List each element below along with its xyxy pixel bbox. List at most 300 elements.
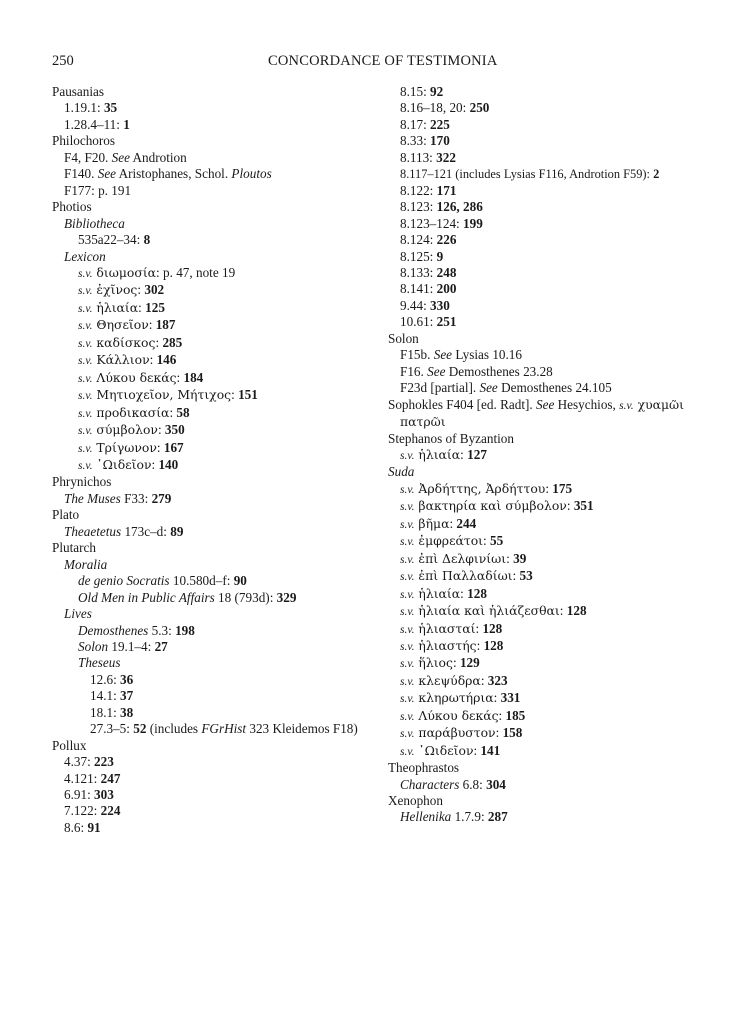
- entry-text: Photios: [52, 199, 92, 215]
- entry-text: Demosthenes 23.28: [445, 363, 553, 379]
- page-reference: 184: [183, 369, 204, 385]
- entry-text: Demosthenes: [78, 622, 149, 638]
- index-entry: [52, 705, 382, 721]
- entry-text: :: [155, 334, 163, 350]
- index-entry: [52, 721, 382, 737]
- page-reference: 331: [500, 690, 521, 706]
- page-reference: 251: [436, 314, 457, 330]
- entry-text: 18.1:: [90, 704, 121, 720]
- index-entry: [52, 639, 382, 655]
- page-reference: 303: [94, 787, 114, 803]
- entry-text: :: [498, 707, 506, 723]
- greek-lemma: ἐπὶ Δελφινίωι: [414, 550, 507, 566]
- entry-text: Philochoros: [52, 133, 116, 149]
- entry-text: :: [460, 446, 468, 462]
- entry-text: Sophokles F404 [ed. Radt].: [388, 396, 536, 412]
- entry-text: Theseus: [78, 655, 121, 671]
- index-heading: [52, 507, 382, 523]
- greek-lemma: προδικασία: [92, 404, 170, 420]
- index-entry: [388, 199, 728, 215]
- index-entry: [52, 820, 382, 836]
- index-entry: [388, 281, 728, 297]
- entry-text: 8.15:: [400, 84, 431, 99]
- entry-text: Characters: [400, 776, 460, 792]
- index-entry: [52, 524, 382, 540]
- entry-text: 535a22–34:: [78, 232, 144, 248]
- entry-text: Suda: [388, 464, 415, 480]
- entry-text: : p. 47, note 19: [156, 264, 236, 280]
- sub-verbo-abbrev: s.v.: [78, 390, 93, 403]
- index-entry: [52, 335, 382, 352]
- index-entry: [52, 216, 382, 232]
- entry-text: FGrHist: [201, 721, 247, 737]
- index-entry: [52, 183, 382, 199]
- index-entry: [388, 638, 728, 655]
- index-entry: [388, 708, 728, 725]
- entry-text: Solon: [78, 638, 109, 654]
- index-entry: [388, 809, 728, 825]
- entry-text: See: [433, 347, 453, 363]
- index-entry: [52, 623, 382, 639]
- sub-verbo-abbrev: s.v.: [400, 449, 415, 462]
- entry-text: 9.44:: [400, 297, 431, 313]
- entry-text: de genio Socratis: [78, 573, 170, 589]
- entry-text: Old Men in Public Affairs: [78, 589, 215, 605]
- entry-text: Plato: [52, 507, 80, 523]
- page-reference: 128: [483, 637, 504, 653]
- entry-text: :: [473, 742, 481, 758]
- greek-lemma: ἡλιασταί: [414, 620, 476, 636]
- page-reference: 199: [463, 215, 483, 231]
- entry-text: 14.1:: [90, 688, 121, 704]
- greek-lemma: Ἀρδήττης, Ἀρδήττου: [414, 480, 546, 496]
- greek-lemma: Μητιοχεῖον, Μήτιχος: [92, 387, 232, 403]
- entry-text: Theaetetus: [64, 523, 122, 539]
- page-reference: 151: [238, 387, 258, 403]
- entry-text: 8.117–121 (includes Lysias F116, Androtion F59):: [400, 167, 654, 182]
- index-entry: [388, 249, 728, 265]
- left-index-column: [52, 84, 382, 836]
- entry-text: :: [545, 480, 553, 496]
- entry-text: 8.141:: [400, 281, 437, 297]
- greek-lemma: Τρίγωνον: [92, 439, 157, 455]
- page-reference: 175: [552, 480, 573, 496]
- entry-text: :: [148, 317, 156, 333]
- entry-text: 8.122:: [400, 182, 437, 198]
- page-reference: 329: [276, 589, 297, 605]
- index-entry: [388, 533, 728, 550]
- page-reference: 158: [502, 725, 523, 741]
- entry-text: 8.113:: [400, 149, 437, 165]
- index-entry: [388, 498, 728, 515]
- greek-lemma: ἡλιαία: [414, 446, 461, 462]
- greek-lemma: καδίσκος: [92, 334, 156, 350]
- index-entry: [388, 690, 728, 707]
- entry-text: 1.28.4–11:: [64, 116, 124, 132]
- page-reference: 90: [233, 573, 247, 589]
- entry-text: Hellenika: [400, 809, 452, 825]
- entry-text: F23d [partial].: [400, 380, 480, 396]
- page-reference: 171: [436, 182, 457, 198]
- entry-text: Lysias 10.16: [452, 347, 522, 363]
- page-reference: 247: [100, 770, 121, 786]
- entry-text: 27.3–5:: [90, 721, 134, 737]
- entry-text: Androtion: [129, 149, 187, 165]
- page-reference: 141: [480, 742, 501, 758]
- sub-verbo-abbrev: s.v.: [78, 407, 93, 420]
- greek-lemma: χυαμῶι: [633, 396, 685, 412]
- page-reference: 128: [482, 620, 503, 636]
- index-entry: [52, 370, 382, 387]
- right-index-column: [388, 84, 728, 826]
- entry-text: :: [512, 568, 520, 584]
- entry-text: :: [231, 387, 239, 403]
- index-entry: [388, 380, 728, 396]
- index-entry: [388, 216, 728, 232]
- sub-verbo-abbrev: s.v.: [78, 442, 93, 455]
- page-reference: 170: [430, 133, 450, 149]
- index-entry: [52, 672, 382, 688]
- greek-lemma: ἡλιαία: [92, 299, 139, 315]
- index-entry: [388, 117, 728, 133]
- entry-text: Moralia: [64, 556, 108, 572]
- index-heading: [388, 760, 728, 776]
- page-reference: 126, 286: [436, 199, 483, 215]
- page-reference: 248: [436, 264, 457, 280]
- page-reference: 224: [100, 803, 121, 819]
- index-entry: [388, 725, 728, 742]
- page-reference: 302: [144, 282, 165, 298]
- index-entry: [52, 754, 382, 770]
- entry-text: Pausanias: [52, 84, 105, 99]
- page-reference: 27: [154, 638, 168, 654]
- entry-text: 8.6:: [64, 819, 88, 835]
- greek-lemma: ἥλιος: [414, 655, 453, 671]
- greek-lemma: ἐπὶ Παλλαδίωι: [414, 568, 513, 584]
- entry-text: F4, F20.: [64, 149, 112, 165]
- entry-text: F33:: [120, 490, 152, 506]
- sub-verbo-abbrev: s.v.: [400, 745, 415, 758]
- greek-lemma: πατρῶι: [400, 414, 446, 430]
- entry-text: :: [483, 533, 491, 549]
- entry-text: Aristophanes, Schol.: [116, 166, 232, 182]
- entry-text: 323 Kleidemos F18): [246, 721, 358, 737]
- entry-text: 8.124:: [400, 232, 437, 248]
- index-entry: [388, 603, 728, 620]
- page-reference: 140: [158, 456, 179, 472]
- entry-text: F15b.: [400, 347, 434, 363]
- entry-text: F140.: [64, 166, 98, 182]
- greek-lemma: παράβυστον: [414, 725, 496, 741]
- entry-text: Pollux: [52, 737, 87, 753]
- page-reference: 322: [436, 149, 456, 165]
- index-entry: [52, 573, 382, 589]
- entry-text: See: [111, 149, 130, 165]
- entry-text: 12.6:: [90, 671, 121, 687]
- index-entry: [52, 387, 382, 404]
- sub-verbo-abbrev: s.v.: [400, 536, 415, 549]
- index-entry: [388, 743, 728, 760]
- index-heading: [52, 738, 382, 754]
- greek-lemma: Θησεῖον: [92, 317, 149, 333]
- page-reference: 8: [143, 232, 151, 248]
- entry-text: :: [137, 282, 145, 298]
- entry-text: 1.7.9:: [451, 809, 488, 825]
- entry-text: :: [475, 620, 483, 636]
- sub-verbo-abbrev: s.v.: [78, 459, 93, 472]
- entry-text: 8.133:: [400, 264, 437, 280]
- index-entry: [52, 282, 382, 299]
- page-reference: 89: [170, 523, 184, 539]
- page-reference: 304: [486, 776, 506, 792]
- entry-text: Xenophon: [388, 793, 443, 809]
- sub-verbo-abbrev: s.v.: [400, 483, 415, 496]
- index-entry: [52, 405, 382, 422]
- entry-text: Solon: [388, 330, 419, 346]
- index-entry: [52, 422, 382, 439]
- entry-text: 5.3:: [148, 622, 176, 638]
- page-reference: 200: [436, 281, 457, 297]
- entry-text: Theophrastos: [388, 760, 460, 776]
- entry-text: 10.580d–f:: [169, 573, 234, 589]
- entry-text: Hesychios,: [554, 396, 620, 412]
- page-reference: 35: [103, 100, 118, 116]
- index-heading: [52, 199, 382, 215]
- page-reference: 2: [653, 167, 660, 182]
- index-entry: [52, 166, 382, 182]
- entry-text: 8.125:: [400, 248, 437, 264]
- greek-lemma: βακτηρία καὶ σύμβολον: [414, 498, 567, 514]
- entry-text: 173c–d:: [121, 523, 171, 539]
- greek-lemma: ἐχῖνος: [92, 282, 138, 298]
- index-entry: [388, 777, 728, 793]
- page-reference: 351: [573, 498, 594, 514]
- page-reference: 58: [176, 404, 190, 420]
- entry-text: F177: p. 191: [64, 182, 132, 198]
- page-reference: 198: [175, 622, 195, 638]
- page-number: 250: [52, 53, 74, 69]
- index-entry: [388, 100, 728, 116]
- index-entry: [388, 551, 728, 568]
- entry-text: :: [138, 299, 146, 315]
- page-reference: 9: [436, 248, 444, 264]
- page-reference: 38: [120, 704, 134, 720]
- index-entry: [388, 481, 728, 498]
- greek-lemma: ἐμφρεάτοι: [414, 533, 484, 549]
- entry-text: :: [169, 404, 177, 420]
- index-entry: [52, 557, 382, 573]
- index-entry: [52, 117, 382, 133]
- entry-text: 18 (793d):: [214, 589, 277, 605]
- index-entry: [52, 491, 382, 507]
- page-reference: 53: [519, 568, 533, 584]
- entry-text: 8.123–124:: [400, 215, 464, 231]
- entry-text: :: [151, 456, 159, 472]
- greek-lemma: ἡλιαία: [414, 585, 461, 601]
- index-entry: [52, 249, 382, 265]
- sub-verbo-abbrev: s.v.: [400, 553, 415, 566]
- index-heading: [388, 464, 728, 480]
- entry-text: Stephanos of Byzantion: [388, 430, 514, 446]
- index-entry: [52, 265, 382, 282]
- index-heading: [52, 133, 382, 149]
- index-entry: [388, 414, 728, 430]
- entry-text: 10.61:: [400, 314, 437, 330]
- sub-verbo-abbrev: s.v.: [78, 355, 93, 368]
- index-heading: [388, 793, 728, 809]
- page-reference: 244: [456, 515, 477, 531]
- page-reference: 127: [467, 446, 487, 462]
- index-entry: [388, 516, 728, 533]
- index-entry: [388, 621, 728, 638]
- greek-lemma: κληρωτήρια: [414, 690, 494, 706]
- index-entry: [388, 84, 728, 100]
- page-reference: 129: [459, 655, 480, 671]
- page-reference: 187: [155, 317, 176, 333]
- index-entry: [388, 655, 728, 672]
- entry-text: :: [495, 725, 503, 741]
- sub-verbo-abbrev: s.v.: [78, 425, 93, 438]
- index-entry: [388, 586, 728, 603]
- index-entry: [52, 317, 382, 334]
- sub-verbo-abbrev: s.v.: [400, 658, 415, 671]
- entry-text: 8.16–18, 20:: [400, 100, 470, 116]
- sub-verbo-abbrev: s.v.: [400, 675, 415, 688]
- entry-text: Lives: [64, 606, 92, 622]
- index-entry: [52, 771, 382, 787]
- sub-verbo-abbrev: s.v.: [78, 267, 93, 280]
- sub-verbo-abbrev: s.v.: [400, 623, 415, 636]
- page-reference: 128: [566, 603, 587, 619]
- entry-text: F16.: [400, 363, 428, 379]
- page-reference: 225: [430, 116, 450, 132]
- sub-verbo-abbrev: s.v.: [78, 285, 93, 298]
- entry-text: :: [506, 550, 514, 566]
- entry-text: See: [427, 363, 446, 379]
- entry-text: 7.122:: [64, 803, 101, 819]
- page-reference: 323: [487, 672, 508, 688]
- entry-text: :: [559, 603, 567, 619]
- entry-text: See: [479, 380, 498, 396]
- page-reference: 330: [430, 297, 450, 313]
- index-entry: [52, 440, 382, 457]
- page-reference: 185: [505, 707, 526, 723]
- page-reference: 52: [133, 721, 147, 737]
- index-entry: [388, 447, 728, 464]
- entry-text: :: [157, 422, 165, 438]
- page-reference: 250: [469, 100, 490, 116]
- index-entry: [388, 568, 728, 585]
- index-entry: [52, 457, 382, 474]
- sub-verbo-abbrev: s.v.: [400, 728, 415, 741]
- page-reference: 128: [467, 585, 487, 601]
- entry-text: :: [452, 655, 460, 671]
- sub-verbo-abbrev: s.v.: [78, 337, 93, 350]
- entry-text: :: [449, 515, 457, 531]
- greek-lemma: ᾿Ωιδεῖον: [92, 456, 152, 472]
- index-heading: [52, 540, 382, 556]
- index-entry: [52, 787, 382, 803]
- index-entry: [52, 150, 382, 166]
- entry-text: 19.1–4:: [108, 638, 155, 654]
- index-entry: [388, 265, 728, 281]
- index-entry: [52, 232, 382, 248]
- index-entry: [388, 150, 728, 166]
- running-head: CONCORDANCE OF TESTIMONIA: [268, 53, 498, 69]
- index-entry: [388, 347, 728, 363]
- entry-text: Ploutos: [231, 166, 272, 182]
- entry-text: :: [476, 637, 484, 653]
- entry-text: Phrynichos: [52, 474, 112, 490]
- entry-text: Lexicon: [64, 248, 106, 264]
- entry-text: Plutarch: [52, 540, 96, 556]
- page-reference: 37: [120, 688, 134, 704]
- entry-text: :: [493, 690, 501, 706]
- sub-verbo-abbrev: s.v.: [400, 518, 415, 531]
- sub-verbo-abbrev: s.v.: [400, 606, 415, 619]
- entry-text: :: [149, 352, 157, 368]
- index-entry: [388, 183, 728, 199]
- page-reference: 92: [430, 84, 444, 99]
- sub-verbo-abbrev: s.v.: [400, 571, 415, 584]
- greek-lemma: ἡλιαστής: [414, 637, 477, 653]
- greek-lemma: Λύκου δεκάς: [414, 707, 499, 723]
- sub-verbo-abbrev: s.v.: [619, 399, 634, 412]
- greek-lemma: βῆμα: [414, 515, 450, 531]
- entry-text: See: [536, 396, 555, 412]
- entry-text: 6.8:: [459, 776, 487, 792]
- index-entry: [388, 298, 728, 314]
- entry-text: :: [156, 439, 164, 455]
- page-reference: 287: [487, 809, 508, 825]
- sub-verbo-abbrev: s.v.: [400, 501, 415, 514]
- sub-verbo-abbrev: s.v.: [400, 640, 415, 653]
- entry-text: The Muses: [64, 490, 121, 506]
- entry-text: 8.123:: [400, 199, 437, 215]
- page-reference: 223: [94, 754, 114, 770]
- page-reference: 226: [436, 232, 457, 248]
- page-reference: 279: [151, 490, 172, 506]
- index-heading: [388, 397, 728, 414]
- entry-text: :: [566, 498, 574, 514]
- index-entry: [388, 133, 728, 149]
- sub-verbo-abbrev: s.v.: [78, 320, 93, 333]
- index-entry: [388, 232, 728, 248]
- index-heading: [52, 474, 382, 490]
- index-entry: [388, 364, 728, 380]
- index-entry: [52, 655, 382, 671]
- sub-verbo-abbrev: s.v.: [78, 302, 93, 315]
- page-reference: 167: [163, 439, 184, 455]
- sub-verbo-abbrev: s.v.: [78, 372, 93, 385]
- entry-text: (includes: [146, 721, 202, 737]
- greek-lemma: ᾿Ωιδεῖον: [414, 742, 474, 758]
- page-reference: 350: [164, 422, 185, 438]
- entry-text: 8.17:: [400, 116, 431, 132]
- entry-text: :: [460, 585, 468, 601]
- index-entry: [388, 673, 728, 690]
- sub-verbo-abbrev: s.v.: [400, 588, 415, 601]
- index-heading: [388, 331, 728, 347]
- page-reference: 55: [490, 533, 504, 549]
- sub-verbo-abbrev: s.v.: [400, 710, 415, 723]
- entry-text: 4.37:: [64, 754, 95, 770]
- greek-lemma: Λύκου δεκάς: [92, 369, 177, 385]
- page-reference: 91: [87, 819, 101, 835]
- index-entry: [52, 688, 382, 704]
- page-reference: 285: [162, 334, 183, 350]
- index-entry: [52, 352, 382, 369]
